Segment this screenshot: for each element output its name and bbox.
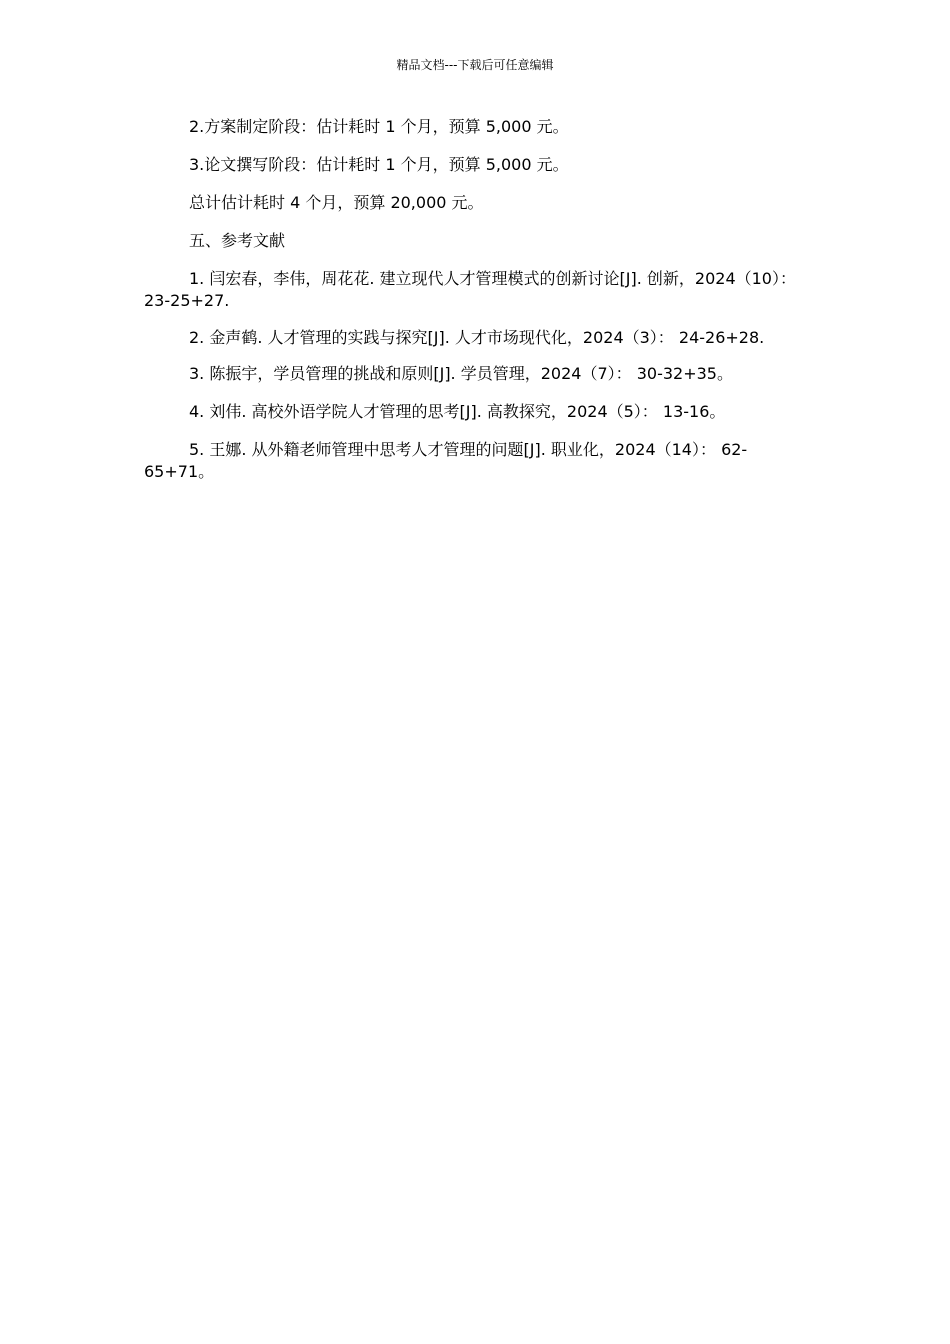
page-header: 精品文档---下载后可任意编辑 bbox=[396, 58, 554, 72]
plan-stage-paragraph: 2.方案制定阶段：估计耗时 1 个月，预算 5,000 元。 bbox=[189, 117, 569, 136]
writing-stage-paragraph: 3.论文撰写阶段：估计耗时 1 个月，预算 5,000 元。 bbox=[189, 155, 569, 174]
reference-item: 2. 金声鹤. 人才管理的实践与探究[J]. 人才市场现代化，2024（3）： 24-26+28. bbox=[189, 328, 765, 347]
reference-item: 5. 王娜. 从外籍老师管理中思考人才管理的问题[J]. 职业化，2024（14）： 62-65+71。 bbox=[144, 440, 748, 481]
reference-item: 3. 陈振宇，学员管理的挑战和原则[J]. 学员管理，2024（7）： 30-32+35。 bbox=[189, 364, 733, 383]
document-body bbox=[144, 116, 808, 483]
references-heading: 五、参考文献 bbox=[189, 231, 286, 250]
reference-item: 4. 刘伟. 高校外语学院人才管理的思考[J]. 高教探究，2024（5）： 13-16。 bbox=[189, 402, 726, 421]
total-estimate-paragraph: 总计估计耗时 4 个月，预算 20,000 元。 bbox=[189, 193, 484, 212]
reference-item: 1. 闫宏春，李伟，周花花. 建立现代人才管理模式的创新讨论[J]. 创新，2024（10）： 23-25+27. bbox=[144, 269, 796, 310]
